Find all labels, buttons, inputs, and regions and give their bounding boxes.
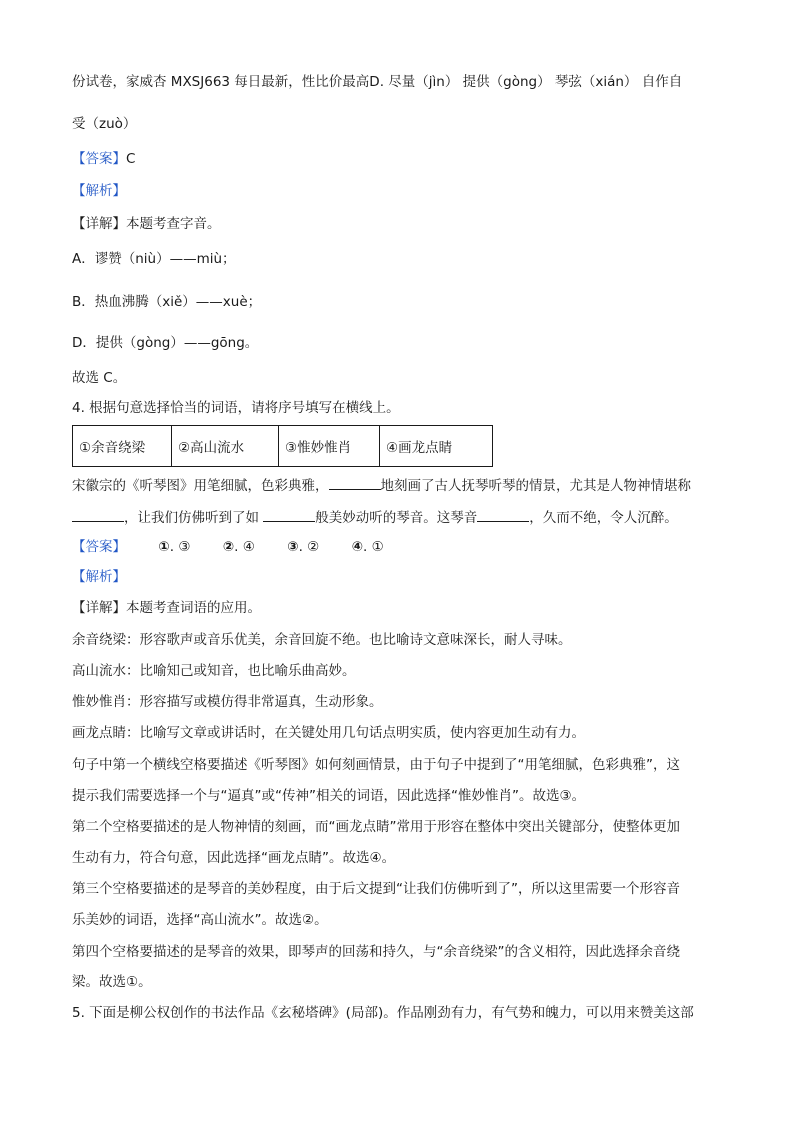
explanation-line: 生动有力，符合句意，因此选择“画龙点睛”。故选④。: [72, 850, 396, 866]
fill-blank[interactable]: [72, 507, 124, 522]
top-line-1: 份试卷，家威杏 MXSJ663 每日最新，性比价最高D. 尽量（jìn） 提供（gòng） 琴弦（xián） 自作自: [72, 74, 683, 90]
answer-tag: 【答案】: [72, 151, 126, 167]
answer-item: ①. ③: [158, 539, 191, 555]
explanation-line: 提示我们需要选择一个与“逼真”或“传神”相关的词语，因此选择“惟妙惟肖”。故选③。: [72, 788, 586, 804]
option-cell: ②高山流水: [172, 426, 279, 467]
sentence-part: 宋徽宗的《听琴图》用笔细腻，色彩典雅，: [72, 478, 329, 494]
option-cell: ③惟妙惟肖: [279, 426, 380, 467]
detail-text: 本题考查词语的应用。: [126, 600, 261, 616]
option-cell: ①余音绕梁: [73, 426, 172, 467]
sentence-part: 地刻画了古人抚琴听琴的情景，尤其是人物神情堪称: [380, 478, 691, 494]
definition-line: 高山流水：比喻知己或知音，也比喻乐曲高妙。: [72, 663, 356, 679]
fill-blank[interactable]: [329, 475, 381, 490]
explanation-line: 句子中第一个横线空格要描述《听琴图》如何刻画情景，由于句子中提到了“用笔细腻，色彩典雅”，这: [72, 757, 680, 773]
definition-line: 余音绕梁：形容歌声或音乐优美，余音回旋不绝。也比喻诗文意味深长，耐人寻味。: [72, 632, 572, 648]
q3-item-d: D．提供（gòng）——gōng。: [72, 335, 259, 351]
sentence-part: 般美妙动听的琴音。这琴音: [315, 510, 478, 526]
sentence-part: ，久而不绝，令人沉醉。: [529, 510, 678, 526]
detail-text: 本题考查字音。: [126, 216, 221, 232]
detail-tag: 【详解】: [72, 216, 126, 232]
answer-item: ②. ④: [222, 539, 255, 555]
q4-options-table: [72, 425, 493, 467]
q3-analysis-tag: [72, 181, 126, 201]
q4-sentence-line-2: [72, 507, 678, 528]
sentence-part: ，让我们仿佛听到了如: [124, 510, 264, 526]
answer-item: ④. ①: [351, 539, 384, 555]
answer-tag: 【答案】: [72, 539, 126, 555]
q4-sentence-line-1: [72, 475, 691, 496]
q4-answer: [72, 537, 384, 557]
q4-analysis-tag: [72, 567, 126, 587]
answer-value: C: [126, 151, 136, 167]
q3-item-a: A．谬赞（niù）——miù；: [72, 251, 236, 267]
q5-prompt: 5. 下面是柳公权创作的书法作品《玄秘塔碑》(局部)。作品刚劲有力，有气势和魄力，可以用来赞美这部: [72, 1005, 694, 1021]
detail-tag: 【详解】: [72, 600, 126, 616]
q3-answer: [72, 149, 135, 169]
analysis-tag: 【解析】: [72, 569, 126, 585]
option-cell: ④画龙点睛: [380, 426, 493, 467]
q3-item-b: B．热血沸腾（xiě）——xuè；: [72, 294, 262, 310]
analysis-tag: 【解析】: [72, 183, 126, 199]
fill-blank[interactable]: [477, 507, 529, 522]
definition-line: 画龙点睛：比喻写文章或讲话时，在关键处用几句话点明实质，使内容更加生动有力。: [72, 725, 585, 741]
definition-line: 惟妙惟肖：形容描写或模仿得非常逼真，生动形象。: [72, 694, 383, 710]
answer-item: ③. ②: [287, 539, 320, 555]
explanation-line: 第三个空格要描述的是琴音的美妙程度，由于后文提到“让我们仿佛听到了”，所以这里需要一个形容音: [72, 881, 680, 897]
explanation-line: 乐美妙的词语，选择“高山流水”。故选②。: [72, 912, 328, 928]
explanation-line: 第二个空格要描述的是人物神情的刻画，而“画龙点睛”常用于形容在整体中突出关键部分，使整体更加: [72, 819, 680, 835]
fill-blank[interactable]: [263, 507, 315, 522]
top-line-2: 受（zuò）: [72, 116, 137, 132]
q4-detail: [72, 598, 261, 618]
q4-prompt: 4. 根据句意选择恰当的词语，请将序号填写在横线上。: [72, 400, 400, 416]
q3-detail: [72, 214, 221, 234]
explanation-line: 第四个空格要描述的是琴音的效果，即琴声的回荡和持久，与“余音绕梁”的含义相符，因此选择余音绕: [72, 944, 680, 960]
q3-conclusion: 故选 C。: [72, 370, 127, 386]
explanation-line: 梁。故选①。: [72, 974, 152, 990]
